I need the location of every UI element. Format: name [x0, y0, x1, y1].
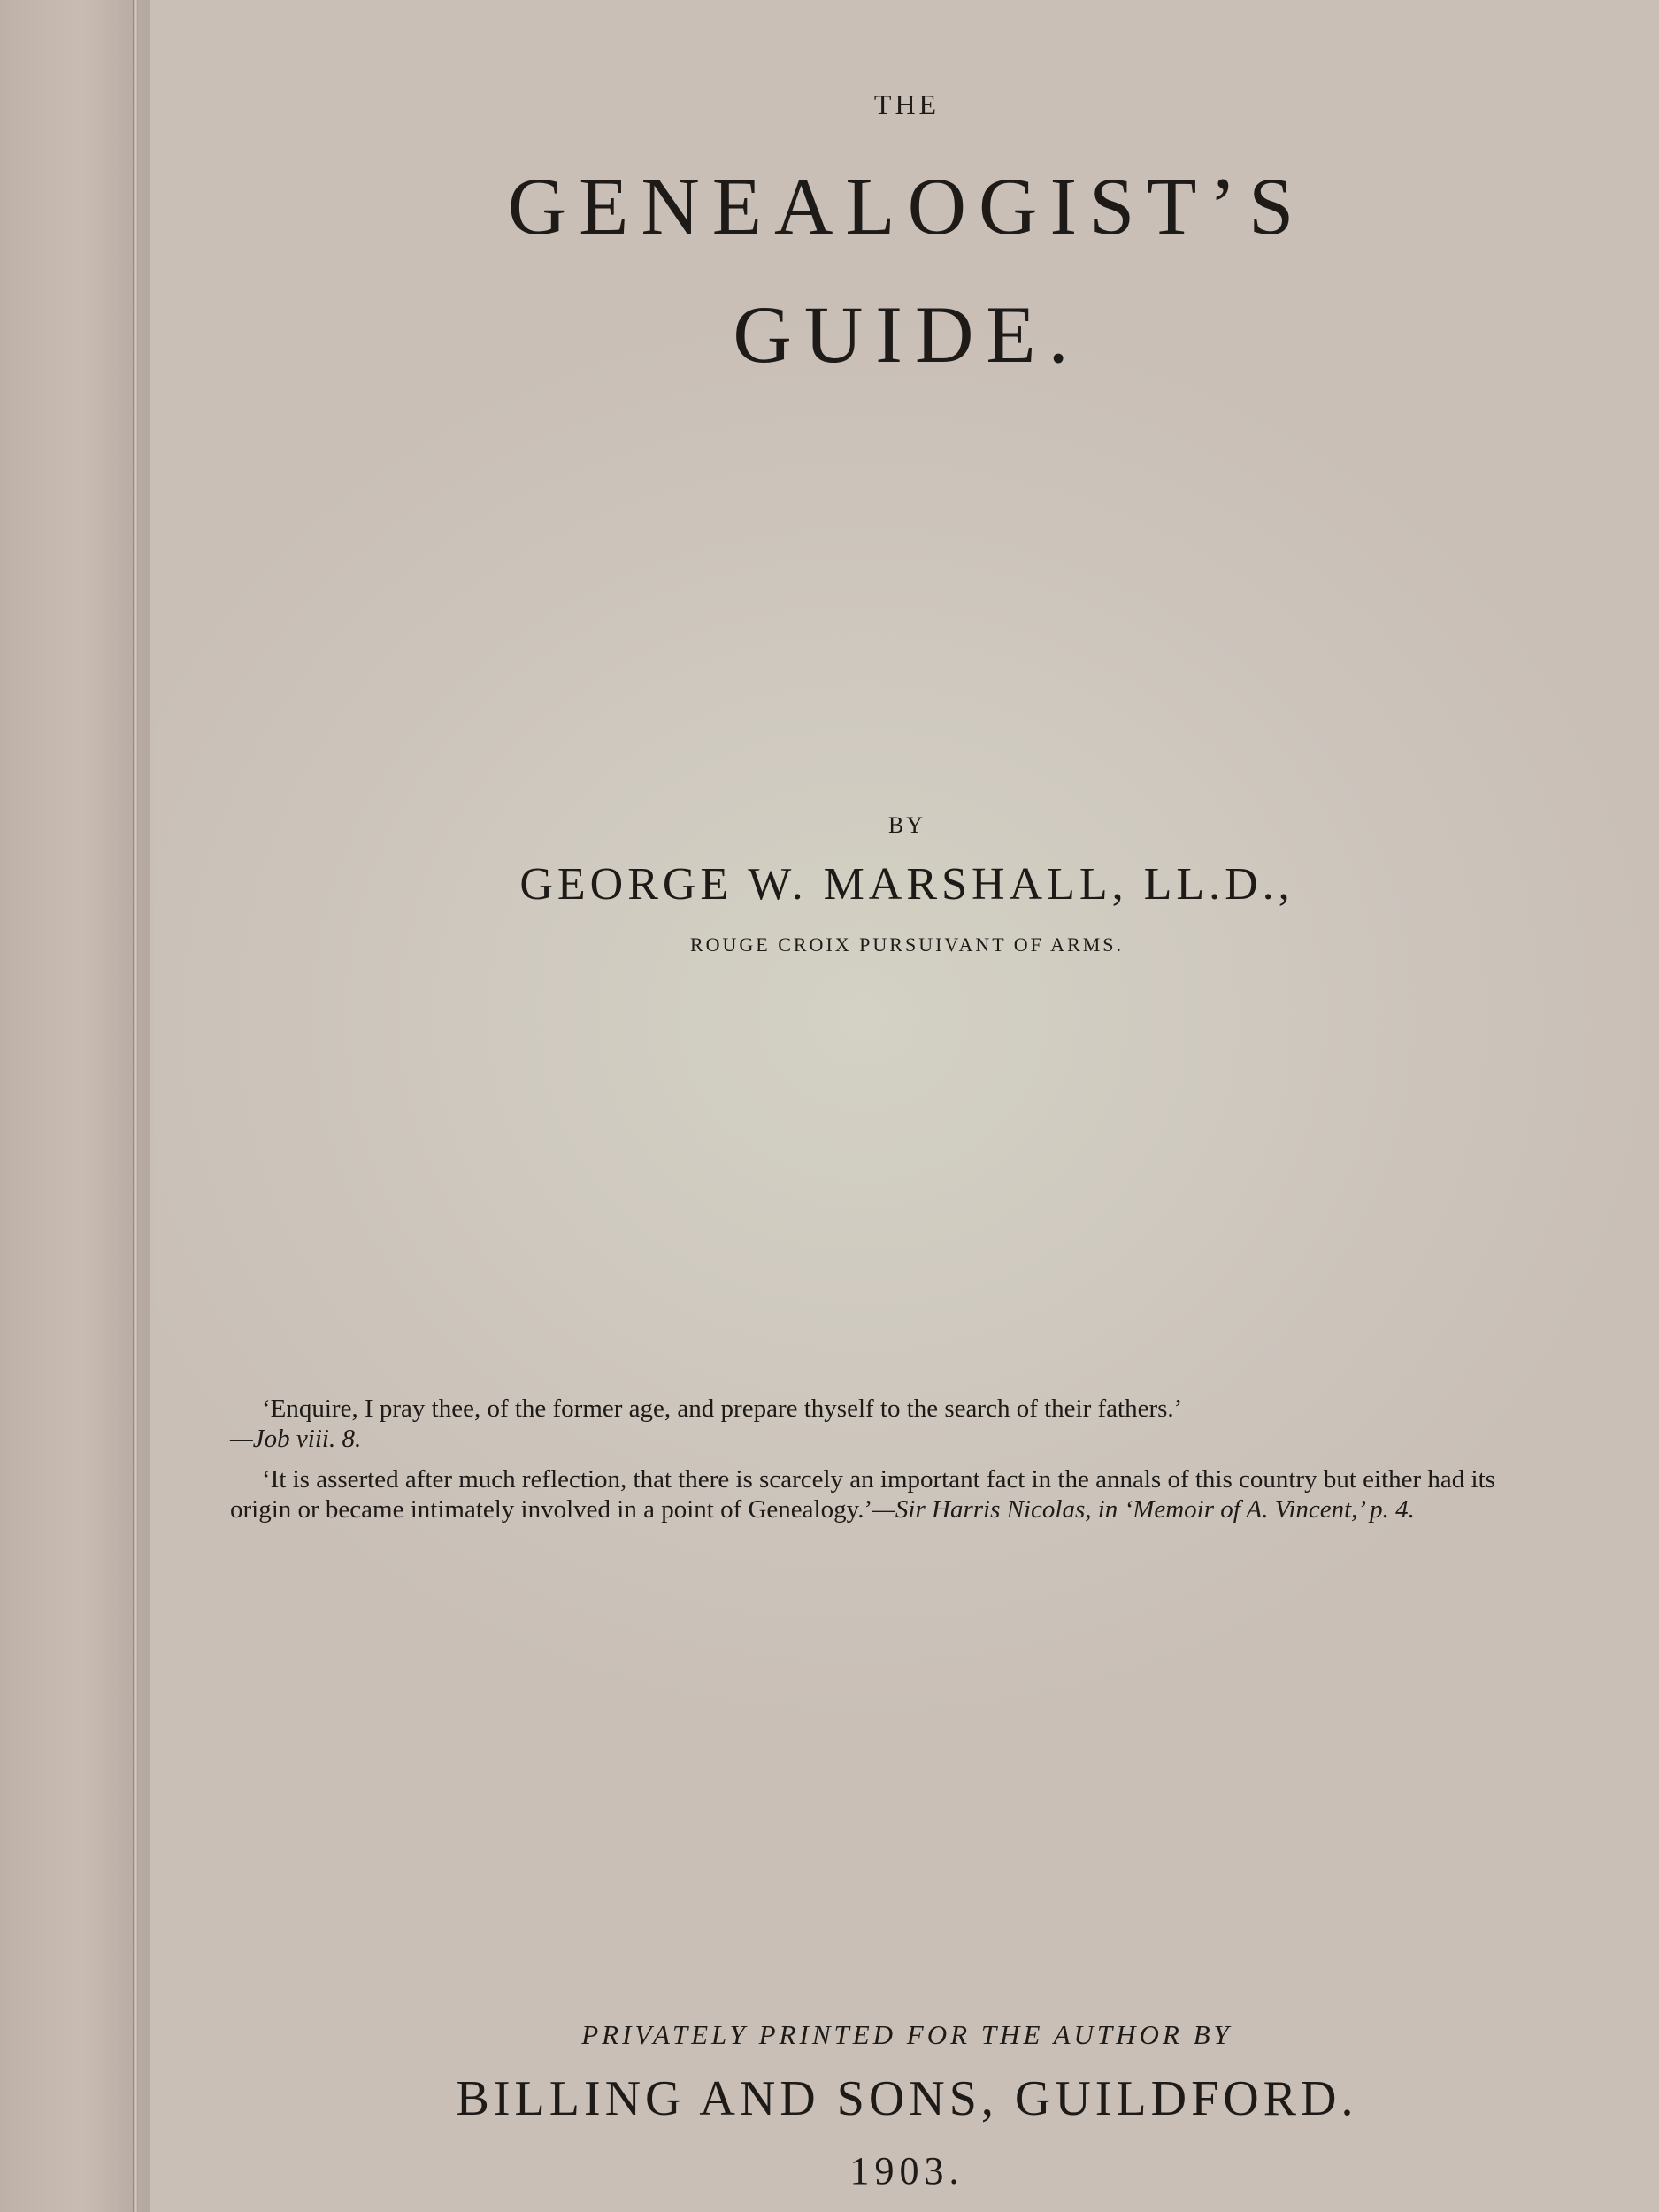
printer-name: BILLING AND SONS, GUILDFORD. — [456, 2071, 1358, 2126]
author-name: GEORGE W. MARSHALL, LL.D., — [519, 859, 1294, 910]
imprint-note: PRIVATELY PRINTED FOR THE AUTHOR BY — [581, 2019, 1233, 2050]
facing-page-edge — [0, 0, 150, 2212]
book-binding — [133, 0, 138, 2212]
book-title-line2: GUIDE. — [733, 289, 1081, 380]
author-office: ROUGE CROIX PURSUIVANT OF ARMS. — [689, 933, 1125, 956]
epigraphs — [230, 1394, 1557, 1535]
publication-year: 1903. — [849, 2149, 964, 2193]
epigraph-nicolas-text: ‘It is asserted after much reflection, that there is scarcely an important fact in the annals of this country but either had its origin or became intimately involved in a point of Genealogy.’ — [230, 1465, 1495, 1524]
title-article: THE — [873, 88, 941, 120]
by-line: BY — [887, 812, 926, 838]
epigraph-nicolas — [230, 1464, 1557, 1525]
book-title-line1: GENEALOGIST’S — [507, 161, 1307, 251]
epigraph-job-text: ‘Enquire, I pray thee, of the former age, and prepare thyself to the search of their fathers.’ — [262, 1394, 1183, 1423]
epigraph-job — [230, 1394, 1557, 1454]
epigraph-job-source: —Job viii. 8. — [230, 1425, 362, 1453]
epigraph-nicolas-source: —Sir Harris Nicolas, in ‘Memoir of A. Vincent,’ p. 4. — [872, 1495, 1415, 1524]
title-page — [155, 0, 1659, 2212]
